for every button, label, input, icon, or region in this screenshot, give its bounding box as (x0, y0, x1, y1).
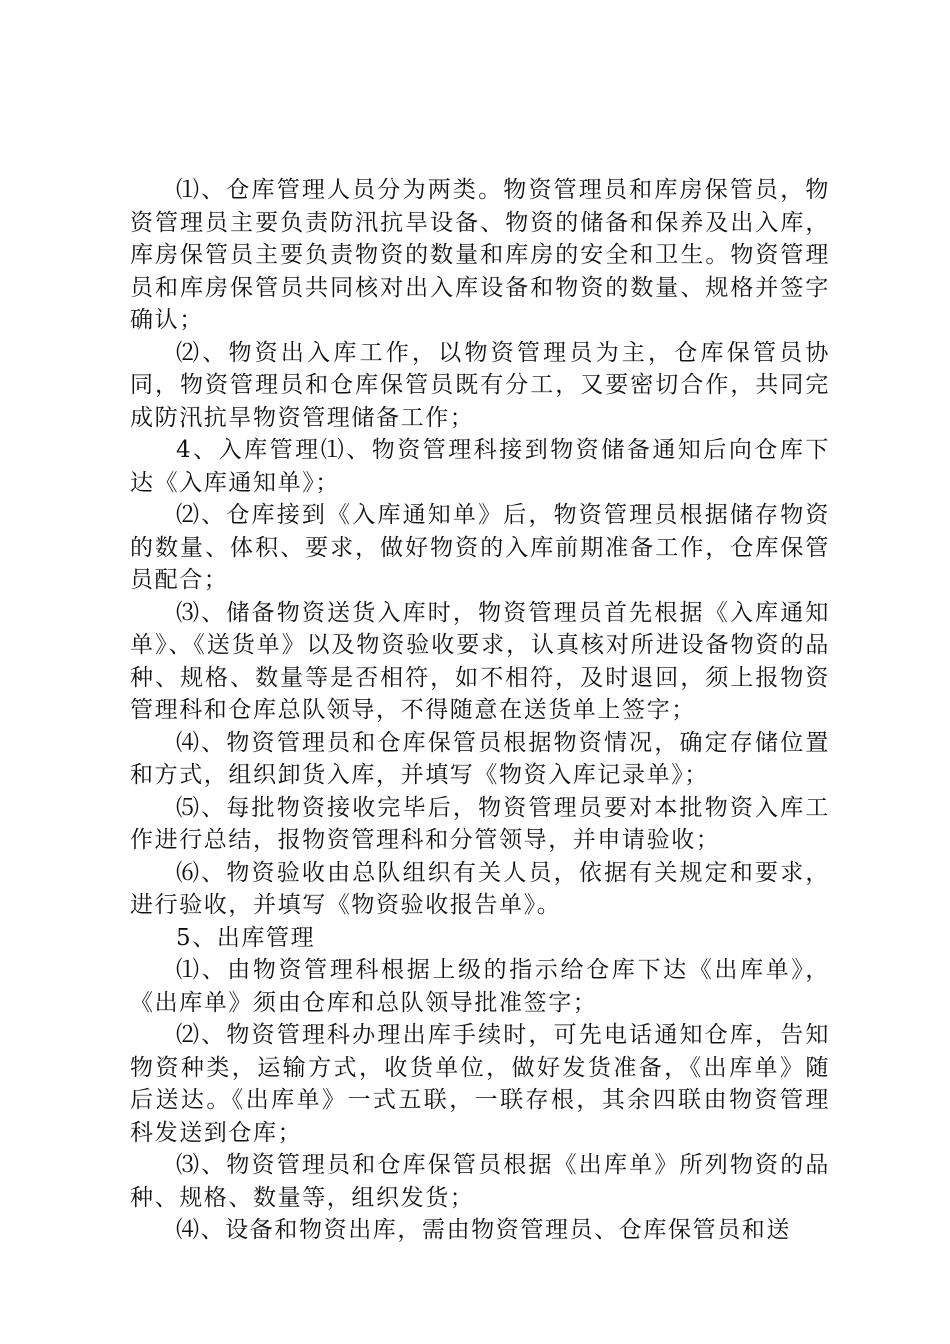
paragraph-outbound-1: ⑴、由物资管理科根据上级的指示给仓库下达《出库单》，《出库单》须由仓库和总队领导批准签字； (130, 957, 830, 1016)
paragraph-inbound-3: ⑶、储备物资送货入库时，物资管理员首先根据《入库通知单》、《送货单》以及物资验收要求，认真核对所进设备物资的品种、规格、数量等是否相符，如不相符，及时退回，须上报物资管理科和仓库总队领导，不得随意在送货单上签字； (130, 599, 830, 723)
paragraph-inbound-5: ⑸、每批物资接收完毕后，物资管理员要对本批物资入库工作进行总结，报物资管理科和分管领导，并申请验收； (130, 794, 830, 853)
paragraph-staff-types: ⑴、仓库管理人员分为两类。物资管理员和库房保管员，物资管理员主要负责防汛抗旱设备、物资的储备和保养及出入库，库房保管员主要负责物资的数量和库房的安全和卫生。物资管理员和库房保管员共同核对出入库设备和物资的数量、规格并签字确认； (130, 177, 830, 333)
paragraph-inbound-6: ⑹、物资验收由总队组织有关人员，依据有关规定和要求，进行验收，并填写《物资验收报告单》。 (130, 859, 830, 918)
paragraph-outbound-2: ⑵、物资管理科办理出库手续时，可先电话通知仓库，告知物资种类，运输方式，收货单位，做好发货准备，《出库单》随后送达。《出库单》一式五联，一联存根，其余四联由物资管理科发送到仓库； (130, 1022, 830, 1146)
document-body (130, 174, 830, 1247)
paragraph-inbound-2: ⑵、仓库接到《入库通知单》后，物资管理员根据储存物资的数量、体积、要求，做好物资的入库前期准备工作，仓库保管员配合； (130, 502, 830, 593)
paragraph-inbound-heading: 4、入库管理⑴、物资管理科接到物资储备通知后向仓库下达《入库通知单》； (130, 437, 830, 496)
paragraph-inout-work: ⑵、物资出入库工作，以物资管理员为主，仓库保管员协同，物资管理员和仓库保管员既有分工，又要密切合作，共同完成防汛抗旱物资管理储备工作； (130, 339, 830, 431)
section-heading-outbound: 5、出库管理 (176, 924, 316, 951)
paragraph-inbound-4: ⑷、物资管理员和仓库保管员根据物资情况，确定存储位置和方式，组织卸货入库，并填写《物资入库记录单》； (130, 729, 830, 788)
paragraph-outbound-3: ⑶、物资管理员和仓库保管员根据《出库单》所列物资的品种、规格、数量等，组织发货； (130, 1152, 830, 1211)
paragraph-outbound-4: ⑷、设备和物资出库，需由物资管理员、仓库保管员和送 (176, 1217, 791, 1243)
